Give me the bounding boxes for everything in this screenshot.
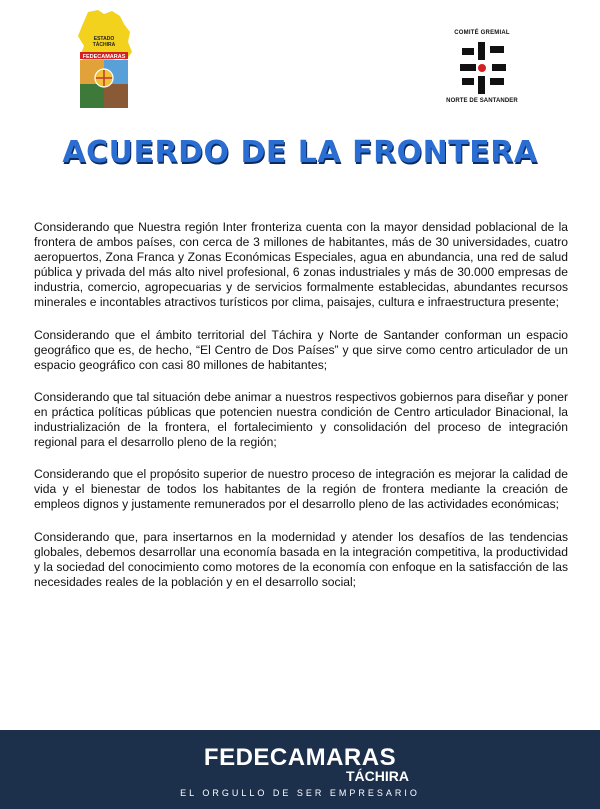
pinwheel-icon <box>456 38 508 96</box>
tachira-logo <box>74 8 134 110</box>
norte-de-santander-label: NORTE DE SANTANDER <box>446 98 518 104</box>
document-title: ACUERDO DE LA FRONTERA <box>62 135 538 170</box>
paragraph: Considerando que el ámbito territorial del Táchira y Norte de Santander conforman un espacio geográfico que es, de hecho, “El Centro de Dos Países” y que sirve como centro articulador de un espacio geográfico con casi 80 millones de habitantes; <box>34 327 568 372</box>
paragraph: Considerando que el propósito superior de nuestro proceso de integración es mejorar la calidad de vida y el bienestar de todos los habitantes de la región de frontera mediante la creación de empleos dignos y justamente remunerados por el desarrollo pleno de las actividades económicas; <box>34 467 568 512</box>
paragraph: Considerando que tal situación debe animar a nuestros respectivos gobiernos para diseñar y poner en práctica políticas públicas que potencien nuestra condición de Centro articulador Binacional, la industrialización de la frontera, el fortalecimiento y consolidación del proceso de integración regional para el desarrollo pleno de la región; <box>34 389 568 450</box>
tachira-state-shield-icon <box>74 8 134 110</box>
logo-line2-text: TÁCHIRA <box>92 42 116 48</box>
logo-banner-text: FEDECAMARAS <box>82 53 126 60</box>
footer-brand: FEDECAMARAS <box>203 744 397 771</box>
footer-slogan: EL ORGULLO DE SER EMPRESARIO <box>180 788 420 798</box>
comite-gremial-logo <box>438 30 526 108</box>
footer-region: TÁCHIRA <box>346 768 409 784</box>
paragraph: Considerando que, para insertarnos en la modernidad y atender los desafíos de las tendencias globales, debemos desarrollar una economía basada en la integración competitiva, la productividad y la sociedad del conocimiento como motores de la economía con enfoque en la satisfacción de las necesidades reales de la población y en el desarrollo social; <box>34 529 568 589</box>
logo-line1-text: ESTADO <box>93 36 115 42</box>
document-body <box>34 220 568 607</box>
comite-gremial-label: COMITÉ GREMIAL <box>454 30 510 36</box>
paragraph: Considerando que Nuestra región Inter fronteriza cuenta con la mayor densidad poblacional de la frontera de ambos países, con cerca de 3 millones de habitantes, más de 30 universidades, cuatro aeropuertos, Zona Franca y Zonas Económicas Especiales, agua en abundancia, una red de salud pública y privada del más alto nivel profesional, 6 zonas industriales y más de 30.000 empresas de industria, comercio, agropecuarias y de servicios formalmente establecidas, abundantes recursos minerales e incontables atractivos turísticos por clima, paisajes, cultura e infraestructura presente; <box>34 220 568 310</box>
footer-banner <box>0 730 600 809</box>
